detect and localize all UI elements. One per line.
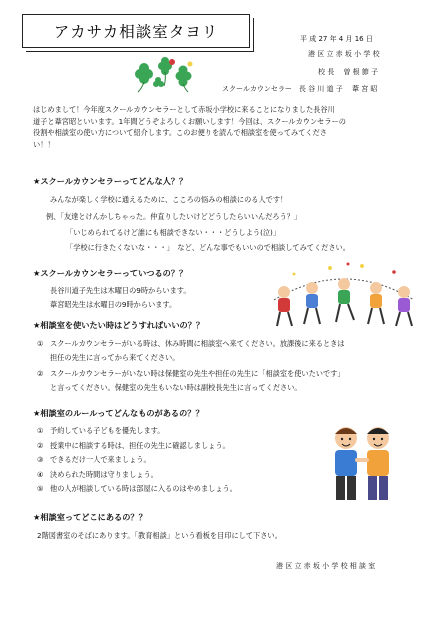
list-item: [37, 440, 237, 452]
item-text: 担任の先生に言ってから来てください。: [50, 352, 180, 362]
item-text: 決められた時間は守りましょう。: [50, 469, 158, 479]
item-number: ④: [37, 469, 44, 479]
title-box: [22, 14, 250, 48]
item-text: スクールカウンセラーがいない時は保健室の先生や担任の先生に「相談室を使いたいです」: [50, 369, 345, 378]
clover-illustration: [128, 54, 200, 94]
item-text: 他の人が相談している時は部屋に入るのはやめましょう。: [50, 484, 237, 493]
section5-heading: ★相談室ってどこにあるの？？: [33, 512, 147, 522]
list-item: [37, 338, 345, 350]
section4-heading: ★相談室のルールってどんなものがあるの？？: [33, 408, 204, 418]
school-name: 港 区 立 赤 坂 小 学 校: [308, 50, 380, 58]
intro-line: はじめまして！今年度スクールカウンセラーとして赤坂小学校に来ることになりました長谷川: [33, 105, 335, 114]
page-title: アカサカ相談室タヨリ: [53, 23, 219, 41]
footer-signature: 港 区 立 赤 坂 小 学 校 相 談 室: [276, 562, 376, 570]
item-number: ①: [37, 426, 44, 435]
item-number: ①: [37, 339, 44, 348]
section3-heading: ★相談室を使いたい時はどうすればいいの？？: [33, 320, 205, 330]
boys-illustration: [326, 420, 398, 512]
intro-line: 役割や相談室の使い方について紹介します。このお便りを読んで相談室を使ってみてくださ: [33, 128, 327, 137]
item-text: スクールカウンセラーがいる時は、休み時間に相談室へ来てください。放課後に来るときは: [50, 339, 345, 348]
item-number: ②: [37, 440, 44, 450]
list-item: [37, 483, 237, 495]
list-item: [37, 425, 237, 437]
section4-list: [37, 425, 237, 495]
item-text: 予約している子どもを優先します。: [50, 426, 165, 435]
item-number: ③: [37, 455, 44, 464]
section1-line: みんなが楽しく学校に通えるために、こころの悩みの相談にのる人です！: [50, 195, 288, 204]
section5-text: 2階図書室のそばにあります。「教育相談」という看板を目印にして下さい。: [37, 531, 282, 540]
intro-line: 道子と葦宮昭といいます。1年間どうぞよろしくお願いします！今回は、スクールカウンセラーの: [33, 116, 346, 126]
item-number: ②: [37, 369, 44, 378]
list-item: [37, 368, 345, 380]
date: 平 成 27 年 4 月 16 日: [300, 35, 373, 43]
section3-list: [37, 338, 345, 393]
section2-line: 葦宮昭先生は水曜日の9時からいます。: [50, 300, 177, 309]
children-playing-illustration: [264, 260, 424, 332]
item-text: できるだけ一人で来ましょう。: [50, 455, 151, 464]
section2-line: 長谷川道子先生は木曜日の9時からいます。: [50, 286, 191, 295]
list-item: [37, 469, 237, 481]
section1-line: 「いじめられてるけど誰にも相談できない・・・どうしよう(泣)」: [66, 228, 281, 237]
intro-line: い！！: [33, 139, 55, 149]
item-number: ⑤: [37, 484, 44, 493]
item-text: 授業中に相談する時は、担任の先生に確認しましょう。: [50, 440, 230, 450]
intro: [33, 104, 346, 150]
list-item: [37, 454, 237, 466]
section1-line: 例、「友達とけんかしちゃった。仲直りしたいけどどうしたらいいんだろう？」: [46, 212, 302, 221]
section2-heading: ★スクールカウンセラーっていつるの？？: [33, 268, 188, 278]
section1-heading: ★スクールカウンセラーってどんな人？？: [33, 176, 188, 186]
counselors: スクールカウンセラー 長 谷 川 道 子 葦 宮 昭: [222, 85, 378, 93]
item-text: と言ってください。保健室の先生もいない時は副校長先生に言ってください。: [50, 382, 302, 392]
section1-line: 「学校に行きたくないな・・・」 など、どんな事でもいいので相談してみてください。: [66, 243, 350, 252]
principal: 校 長 曽 根 節 子: [318, 68, 379, 76]
